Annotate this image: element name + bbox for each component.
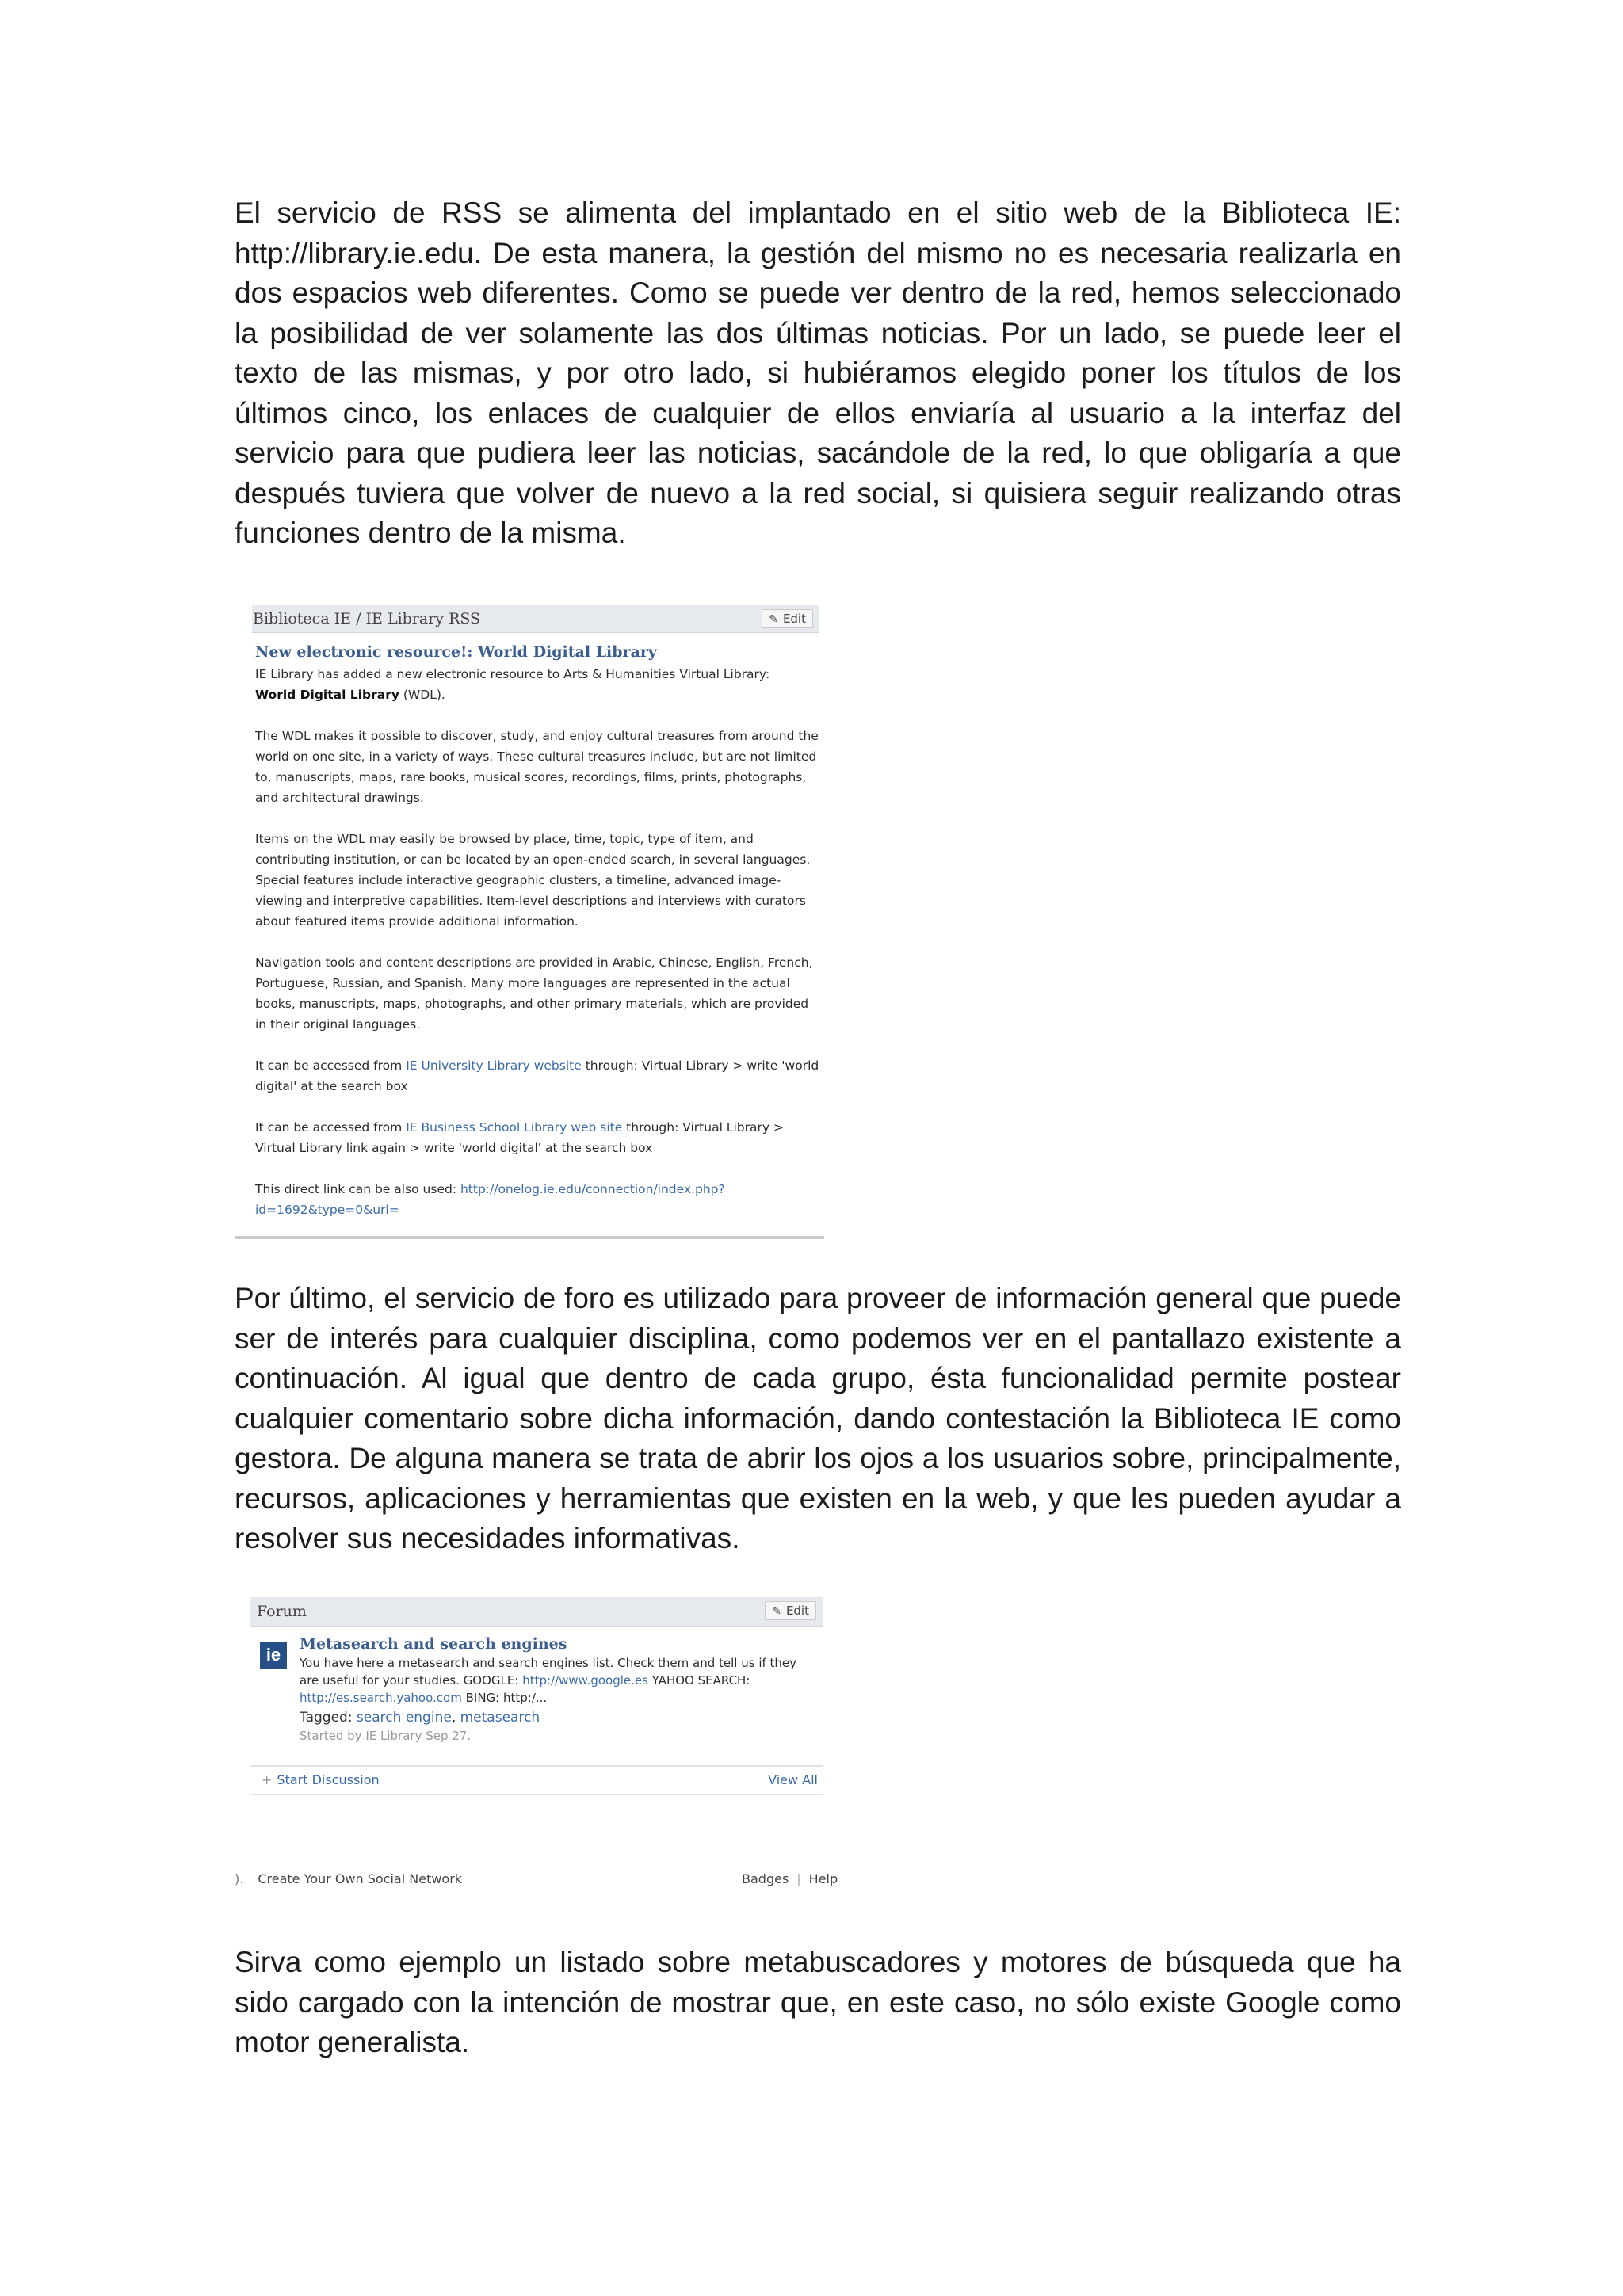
site-footer-strip bbox=[235, 1867, 845, 1894]
forum-excerpt-a: You have here a metasearch and search engines list. Check them and tell us if they are useful for your studies. GOOGLE: bbox=[300, 1656, 797, 1688]
forum-post-title[interactable]: Metasearch and search engines bbox=[300, 1635, 567, 1653]
rss-intro-text: IE Library has added a new electronic resource to Arts & Humanities Virtual Library: bbox=[255, 667, 770, 681]
plus-icon: + bbox=[262, 1772, 273, 1787]
rss-widget-bottom-border bbox=[235, 1236, 824, 1239]
forum-excerpt-c: BING: http:/... bbox=[461, 1691, 548, 1705]
rss-widget-body bbox=[255, 643, 819, 1241]
google-link[interactable]: http://www.google.es bbox=[522, 1673, 648, 1688]
rss-intro-suffix: (WDL). bbox=[399, 688, 445, 702]
forum-post-excerpt bbox=[300, 1654, 815, 1707]
rss-access-2-suffix: through: Virtual Library > Virtual Library link again > write 'world digital' at the search box bbox=[255, 1120, 784, 1155]
view-all-link[interactable]: View All bbox=[768, 1772, 818, 1787]
rss-access-1 bbox=[255, 1055, 819, 1097]
yahoo-link[interactable]: http://es.search.yahoo.com bbox=[300, 1691, 462, 1705]
tag-search-engine[interactable]: search engine bbox=[356, 1710, 452, 1726]
ie-logo-icon: ie bbox=[260, 1642, 287, 1669]
ie-university-library-link[interactable]: IE University Library website bbox=[406, 1058, 582, 1073]
rss-widget-header bbox=[252, 605, 819, 633]
rss-access-1-prefix: It can be accessed from bbox=[255, 1058, 407, 1073]
onelog-direct-link[interactable]: http://onelog.ie.edu/connection/index.php?id=1692&type=0&url= bbox=[255, 1182, 725, 1217]
body-paragraph-rss: El servicio de RSS se alimenta del implantado en el sitio web de la Biblioteca IE: http://library.ie.edu. De esta manera, la gestión del mismo no es necesaria realizarla en dos espacios web diferentes. Como se puede ver dentro de la red, hemos seleccionado la posibilidad de ver solamente las dos últimas noticias. Por un lado, se puede leer el texto de las mismas, y por otro lado, si hubiéramos elegido poner los títulos de los últimos cinco, los enlaces de cualquier de ellos enviaría al usuario a la interfaz del servicio para que pudiera leer las noticias, sacándole de la red, lo que obligaría a que después tuviera que volver de nuevo a la red social, si quisiera seguir realizando otras funciones dentro de la misma. bbox=[235, 196, 1401, 549]
pencil-icon: ✎ bbox=[769, 613, 778, 626]
rss-intro bbox=[255, 664, 819, 705]
rss-widget-screenshot bbox=[235, 602, 824, 1239]
forum-widget-title: Forum bbox=[257, 1603, 307, 1620]
forum-widget-screenshot bbox=[250, 1597, 824, 1795]
rss-post-title[interactable]: New electronic resource!: World Digital Library bbox=[255, 643, 657, 661]
rss-paragraph-3: Navigation tools and content descriptions are provided in Arabic, Chinese, English, French, Portuguese, Russian, and Spanish. Many more languages are represented in the actual books, manuscripts, maps, photographs, and other primary materials, which are provided in their original languages. bbox=[255, 955, 813, 1032]
forum-edit-label: Edit bbox=[785, 1604, 809, 1618]
forum-tags bbox=[300, 1708, 815, 1727]
rss-paragraph-2: Items on the WDL may easily be browsed by place, time, topic, type of item, and contributing institution, or can be located by an open-ended search, in several languages. Special features include interactive geographic clusters, a timeline, advanced image-viewing and interpretive capabilities. Item-level descriptions and interviews with curators about featured items provide additional information. bbox=[255, 832, 811, 929]
footer-truncated-text: ). bbox=[235, 1871, 244, 1886]
start-discussion-link[interactable] bbox=[262, 1772, 380, 1787]
forum-footer bbox=[250, 1765, 823, 1795]
forum-post bbox=[300, 1635, 815, 1745]
rss-access-1-suffix: through: Virtual Library > write 'world digital' at the search box bbox=[255, 1058, 819, 1093]
forum-excerpt-b: YAHOO SEARCH: bbox=[647, 1673, 750, 1688]
rss-paragraph-1: The WDL makes it possible to discover, study, and enjoy cultural treasures from around the world on one site, in a variety of ways. These cultural treasures include, but are not limited to, manuscripts, maps, rare books, musical scores, recordings, films, prints, photographs, and architectural drawings. bbox=[255, 729, 819, 805]
tag-metasearch[interactable]: metasearch bbox=[460, 1710, 540, 1726]
help-link[interactable]: Help bbox=[808, 1871, 838, 1886]
rss-access-2 bbox=[255, 1117, 819, 1158]
tag-separator: , bbox=[451, 1710, 460, 1726]
rss-access-2-prefix: It can be accessed from bbox=[255, 1120, 407, 1135]
rss-direct-prefix: This direct link can be also used: bbox=[255, 1182, 460, 1196]
ie-business-school-library-link[interactable]: IE Business School Library web site bbox=[406, 1120, 623, 1135]
footer-separator: | bbox=[796, 1871, 801, 1886]
create-network-link[interactable]: Create Your Own Social Network bbox=[258, 1871, 463, 1886]
rss-direct-link bbox=[255, 1179, 819, 1220]
rss-intro-bold: World Digital Library bbox=[255, 688, 399, 702]
footer-right bbox=[742, 1871, 838, 1886]
pencil-icon: ✎ bbox=[772, 1605, 781, 1618]
body-paragraph-example: Sirva como ejemplo un listado sobre metabuscadores y motores de búsqueda que ha sido cargado con la intención de mostrar que, en este caso, no sólo existe Google como motor generalista. bbox=[235, 1946, 1401, 2058]
rss-edit-label: Edit bbox=[782, 612, 806, 626]
forum-edit-button[interactable] bbox=[765, 1601, 816, 1620]
body-paragraph-forum: Por último, el servicio de foro es utilizado para proveer de información general que puede ser de interés para cualquier disciplina, como podemos ver en el pantallazo existente a continuación. Al igual que dentro de cada grupo, ésta funcionalidad permite postear cualquier comentario sobre dicha información, dando contestación la Biblioteca IE como gestora. De alguna manera se trata de abrir los ojos a los usuarios sobre, principalmente, recursos, aplicaciones y herramientas que existen en la web, y que les pueden ayudar a resolver sus necesidades informativas. bbox=[235, 1282, 1401, 1554]
rss-edit-button[interactable] bbox=[762, 609, 813, 628]
forum-started-by: Started by IE Library Sep 27. bbox=[300, 1729, 472, 1743]
start-discussion-label: Start Discussion bbox=[277, 1772, 380, 1787]
forum-widget-header bbox=[250, 1597, 823, 1627]
badges-link[interactable]: Badges bbox=[742, 1871, 789, 1886]
tagged-label: Tagged: bbox=[300, 1710, 357, 1726]
footer-left bbox=[235, 1871, 462, 1886]
rss-widget-title: Biblioteca IE / IE Library RSS bbox=[253, 610, 481, 627]
